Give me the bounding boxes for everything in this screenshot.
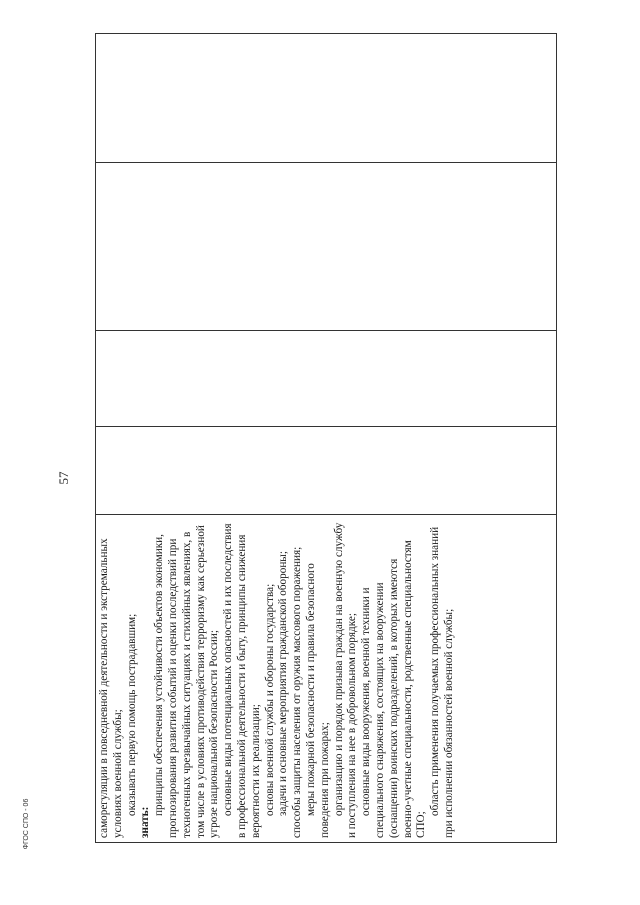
text-line: меры пожарной безопасности и правила безопасного поведения при пожарах; <box>304 563 331 838</box>
table-column-description <box>96 514 556 842</box>
section-heading: знать: <box>139 806 152 838</box>
table-sheet <box>95 33 557 843</box>
text-line: организацию и порядок призыва граждан на военную службу и поступления на нее в добровольном порядке; <box>332 522 359 838</box>
footer-label: ФГОС СПО - 06 <box>23 798 30 850</box>
page-number: 57 <box>56 471 71 485</box>
text-line: основные виды вооружения, военной техники и специального снаряжения, состоящих на вооружении (оснащении) воинских подразделений, в которых имеются военно-учетные специальности, родственные специальностям СПО; <box>360 540 428 838</box>
description-cell <box>98 520 457 838</box>
text-line: область применения получаемых профессиональных знаний при исполнении обязанностей военной службы; <box>429 526 455 838</box>
content-table <box>95 33 557 843</box>
text-line: задачи и основные мероприятия гражданской обороны; способы защиты населения от оружия массового поражения; <box>277 546 304 838</box>
text-line: принципы обеспечения устойчивости объектов экономики, прогнозирования развития событий и оценки последствий при техногенных чрезвычайных ситуациях и стихийных явлениях, в том числе в условиях противодействия терроризму как серьезной угрозе национальной безопасности России; <box>153 525 221 838</box>
table-column-2 <box>96 426 556 514</box>
text-line: саморегуляции в повседневной деятельности и экстремальных условиях военной службы; <box>98 538 124 838</box>
table-column-4 <box>96 162 556 330</box>
rotated-page <box>95 33 557 843</box>
table-column-5 <box>96 32 556 162</box>
text-line: оказывать первую помощь пострадавшим; <box>125 613 138 816</box>
text-line: основы военной службы и обороны государства; <box>263 583 276 816</box>
text-line: основные виды потенциальных опасностей и их последствия в профессиональной деятельности и быту, принципы снижения вероятности их реализации; <box>222 523 262 838</box>
table-column-3 <box>96 330 556 426</box>
